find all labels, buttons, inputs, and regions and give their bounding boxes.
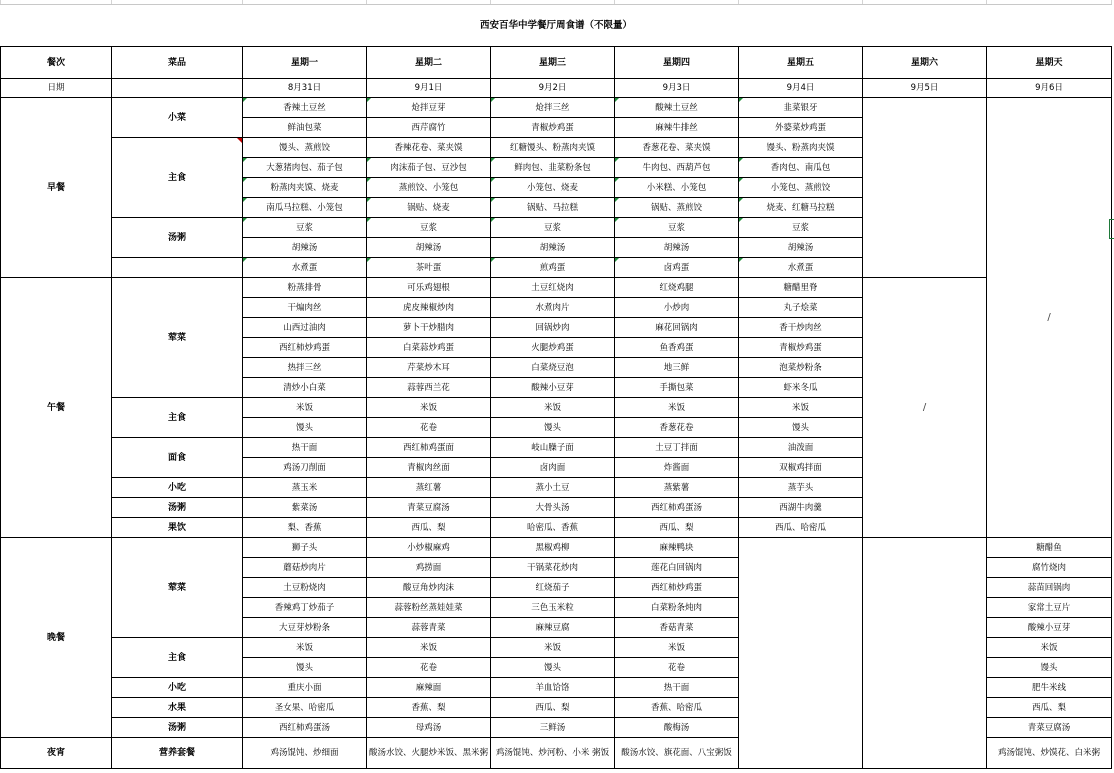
category-dishes[interactable]: 荤菜 <box>112 538 243 638</box>
menu-cell[interactable]: 母鸡汤 <box>367 718 491 738</box>
menu-cell[interactable]: 胡辣汤 <box>367 238 491 258</box>
menu-cell[interactable]: 大葱猪肉包、茄子包 <box>243 158 367 178</box>
meal-dinner[interactable]: 晚餐 <box>1 538 112 738</box>
friday-empty-dinner[interactable] <box>739 538 863 769</box>
menu-cell[interactable]: 腐竹烧肉 <box>987 558 1112 578</box>
menu-cell[interactable]: 青椒炒鸡蛋 <box>491 118 615 138</box>
menu-cell[interactable]: 卤肉面 <box>491 458 615 478</box>
menu-cell[interactable]: 香辣鸡丁炒茄子 <box>243 598 367 618</box>
menu-cell[interactable]: 土豆丁拌面 <box>615 438 739 458</box>
menu-cell[interactable]: 红烧鸡腿 <box>615 278 739 298</box>
menu-cell[interactable]: 麻花回锅肉 <box>615 318 739 338</box>
menu-cell[interactable]: 鲜肉包、韭菜粉条包 <box>491 158 615 178</box>
category-dishes[interactable]: 荤菜 <box>112 278 243 398</box>
table-row <box>1 98 1112 118</box>
menu-cell[interactable]: 西红柿炒鸡蛋 <box>615 578 739 598</box>
menu-cell[interactable]: 香干炒肉丝 <box>739 318 863 338</box>
category-staple[interactable]: 主食 <box>112 138 243 218</box>
header-dish[interactable]: 菜品 <box>112 47 243 79</box>
menu-cell[interactable]: 米饭 <box>243 398 367 418</box>
menu-cell[interactable]: 水煮蛋 <box>739 258 863 278</box>
cell[interactable] <box>112 79 243 98</box>
category-staple[interactable]: 主食 <box>112 398 243 438</box>
menu-cell[interactable]: 馒头 <box>739 418 863 438</box>
meal-breakfast[interactable]: 早餐 <box>1 98 112 278</box>
menu-cell[interactable]: 蒜蓉西兰花 <box>367 378 491 398</box>
menu-cell[interactable]: 炝拌豆芽 <box>367 98 491 118</box>
menu-cell[interactable]: 锅贴、烧麦 <box>367 198 491 218</box>
menu-cell[interactable]: 可乐鸡翅根 <box>367 278 491 298</box>
menu-cell[interactable]: 西瓜、梨 <box>491 698 615 718</box>
menu-cell[interactable]: 大骨头汤 <box>491 498 615 518</box>
header-day[interactable]: 星期四 <box>615 47 739 79</box>
slash-mark: / <box>922 401 927 413</box>
menu-cell[interactable]: 蒸红薯 <box>367 478 491 498</box>
menu-cell[interactable]: 鱼香鸡蛋 <box>615 338 739 358</box>
menu-cell[interactable]: 米饭 <box>367 638 491 658</box>
menu-cell[interactable]: 米饭 <box>987 638 1112 658</box>
menu-cell[interactable]: 哈密瓜、香蕉 <box>491 518 615 538</box>
menu-cell[interactable]: 白菜粉条炖肉 <box>615 598 739 618</box>
menu-cell[interactable]: 韭菜银牙 <box>739 98 863 118</box>
category-small-dish[interactable]: 小菜 <box>112 98 243 138</box>
menu-cell[interactable]: 虾米冬瓜 <box>739 378 863 398</box>
saturday-empty-dinner[interactable] <box>863 538 987 769</box>
sunday-empty-breakfast-lunch[interactable] <box>987 98 1112 538</box>
category-soup[interactable]: 汤粥 <box>112 218 243 258</box>
menu-cell[interactable]: 热拌三丝 <box>243 358 367 378</box>
menu-cell[interactable]: 重庆小面 <box>243 678 367 698</box>
menu-cell[interactable]: 馒头、粉蒸肉夹馍 <box>739 138 863 158</box>
menu-cell[interactable]: 家常土豆片 <box>987 598 1112 618</box>
slash-mark: / <box>1047 311 1051 323</box>
menu-cell[interactable]: 鸡汤馄饨、炒馍花、白米粥 <box>987 738 1112 769</box>
category-fruit-drink[interactable]: 果饮 <box>112 518 243 538</box>
date-cell[interactable]: 9月2日 <box>491 79 615 98</box>
menu-cell[interactable]: 黑椒鸡柳 <box>491 538 615 558</box>
menu-cell[interactable]: 香葱花卷、菜夹馍 <box>615 138 739 158</box>
menu-cell[interactable]: 馒头 <box>491 418 615 438</box>
menu-cell[interactable]: 锅贴、蒸煎饺 <box>615 198 739 218</box>
menu-cell[interactable]: 胡辣汤 <box>243 238 367 258</box>
header-day[interactable]: 星期五 <box>739 47 863 79</box>
menu-cell[interactable]: 圣女果、哈密瓜 <box>243 698 367 718</box>
menu-cell[interactable]: 馒头 <box>491 658 615 678</box>
menu-cell[interactable]: 西湖牛肉羹 <box>739 498 863 518</box>
header-day[interactable]: 星期天 <box>987 47 1112 79</box>
menu-cell[interactable]: 肉沫茄子包、豆沙包 <box>367 158 491 178</box>
menu-cell[interactable]: 蘑菇炒肉片 <box>243 558 367 578</box>
header-day[interactable]: 星期三 <box>491 47 615 79</box>
menu-cell[interactable]: 香辣土豆丝 <box>243 98 367 118</box>
menu-cell[interactable]: 青菜豆腐汤 <box>987 718 1112 738</box>
menu-cell[interactable]: 肥牛米线 <box>987 678 1112 698</box>
menu-cell[interactable]: 泡菜炒粉条 <box>739 358 863 378</box>
menu-cell[interactable]: 白菜烧豆泡 <box>491 358 615 378</box>
meal-lunch[interactable]: 午餐 <box>1 278 112 538</box>
menu-cell[interactable]: 大豆芽炒粉条 <box>243 618 367 638</box>
menu-cell[interactable]: 西瓜、梨 <box>367 518 491 538</box>
header-day[interactable]: 星期一 <box>243 47 367 79</box>
page-title[interactable]: 西安百华中学餐厅周食谱（不限量） <box>1 5 1112 47</box>
header-day[interactable]: 星期二 <box>367 47 491 79</box>
menu-cell[interactable]: 狮子头 <box>243 538 367 558</box>
menu-cell[interactable]: 萝卜干炒腊肉 <box>367 318 491 338</box>
menu-cell[interactable]: 蒜蓉粉丝蒸娃娃菜 <box>367 598 491 618</box>
menu-cell[interactable]: 酸汤水饺、火腿炒米饭、黑米粥 <box>367 738 491 769</box>
menu-cell[interactable]: 烧麦、红糖马拉糕 <box>739 198 863 218</box>
date-cell[interactable]: 9月4日 <box>739 79 863 98</box>
menu-cell[interactable]: 胡辣汤 <box>615 238 739 258</box>
menu-cell[interactable]: 土豆粉烧肉 <box>243 578 367 598</box>
menu-cell[interactable]: 热干面 <box>243 438 367 458</box>
menu-cell[interactable]: 水煮蛋 <box>243 258 367 278</box>
cell[interactable] <box>112 258 243 278</box>
menu-cell[interactable]: 米饭 <box>243 638 367 658</box>
saturday-empty-breakfast[interactable] <box>863 98 987 278</box>
cell-selection-indicator <box>1109 219 1114 239</box>
menu-cell[interactable]: 糖醋鱼 <box>987 538 1112 558</box>
menu-cell[interactable]: 胡辣汤 <box>739 238 863 258</box>
menu-cell[interactable]: 花卷 <box>615 658 739 678</box>
menu-cell[interactable]: 白菜蒜炒鸡蛋 <box>367 338 491 358</box>
menu-cell[interactable]: 土豆红烧肉 <box>491 278 615 298</box>
menu-cell[interactable]: 西红柿鸡蛋面 <box>367 438 491 458</box>
menu-cell[interactable]: 油泼面 <box>739 438 863 458</box>
menu-cell[interactable]: 三色玉米粒 <box>491 598 615 618</box>
menu-cell[interactable]: 蒸煎饺、小笼包 <box>367 178 491 198</box>
menu-cell[interactable]: 豆浆 <box>739 218 863 238</box>
menu-cell[interactable]: 胡辣汤 <box>491 238 615 258</box>
menu-cell[interactable]: 西红柿鸡蛋汤 <box>615 498 739 518</box>
menu-cell[interactable]: 小笼包、烧麦 <box>491 178 615 198</box>
menu-cell[interactable]: 干煸肉丝 <box>243 298 367 318</box>
menu-cell[interactable]: 米饭 <box>615 398 739 418</box>
menu-cell[interactable]: 炝拌三丝 <box>491 98 615 118</box>
menu-cell[interactable]: 外婆菜炒鸡蛋 <box>739 118 863 138</box>
menu-cell[interactable]: 西红柿炒鸡蛋 <box>243 338 367 358</box>
menu-cell[interactable]: 蒜苗回锅肉 <box>987 578 1112 598</box>
menu-cell[interactable]: 酸梅汤 <box>615 718 739 738</box>
menu-cell[interactable]: 米饭 <box>367 398 491 418</box>
menu-cell[interactable]: 麻辣面 <box>367 678 491 698</box>
menu-cell[interactable]: 梨、香蕉 <box>243 518 367 538</box>
menu-cell[interactable]: 山西过油肉 <box>243 318 367 338</box>
menu-cell[interactable]: 卤鸡蛋 <box>615 258 739 278</box>
menu-cell[interactable]: 莲花白回锅肉 <box>615 558 739 578</box>
menu-cell[interactable]: 蒸玉米 <box>243 478 367 498</box>
menu-cell[interactable]: 粉蒸肉夹馍、烧麦 <box>243 178 367 198</box>
header-day[interactable]: 星期六 <box>863 47 987 79</box>
menu-cell[interactable]: 炸酱面 <box>615 458 739 478</box>
menu-cell[interactable]: 煎鸡蛋 <box>491 258 615 278</box>
menu-cell[interactable]: 小笼包、蒸煎饺 <box>739 178 863 198</box>
menu-cell[interactable]: 鸡捞面 <box>367 558 491 578</box>
menu-cell[interactable]: 香肉包、南瓜包 <box>739 158 863 178</box>
menu-cell[interactable]: 虎皮辣椒炒肉 <box>367 298 491 318</box>
menu-cell[interactable]: 西瓜、梨 <box>615 518 739 538</box>
date-cell[interactable]: 9月3日 <box>615 79 739 98</box>
menu-cell[interactable]: 三鲜汤 <box>491 718 615 738</box>
menu-cell[interactable]: 牛肉包、西葫芦包 <box>615 158 739 178</box>
menu-cell[interactable]: 羊血饸饹 <box>491 678 615 698</box>
menu-cell[interactable]: 蒸紫薯 <box>615 478 739 498</box>
menu-cell[interactable]: 馒头、蒸煎饺 <box>243 138 367 158</box>
menu-cell[interactable]: 馒头 <box>987 658 1112 678</box>
menu-cell[interactable]: 岐山臊子面 <box>491 438 615 458</box>
category-snack[interactable]: 小吃 <box>112 678 243 698</box>
menu-cell[interactable]: 蒸小土豆 <box>491 478 615 498</box>
category-fruit[interactable]: 水果 <box>112 698 243 718</box>
table-row <box>1 538 1112 558</box>
menu-cell[interactable]: 酸辣土豆丝 <box>615 98 739 118</box>
menu-cell[interactable]: 芹菜炒木耳 <box>367 358 491 378</box>
menu-cell[interactable]: 糖醋里脊 <box>739 278 863 298</box>
menu-cell[interactable]: 西瓜、哈密瓜 <box>739 518 863 538</box>
menu-cell[interactable]: 香葱花卷 <box>615 418 739 438</box>
menu-cell[interactable]: 米饭 <box>491 398 615 418</box>
menu-cell[interactable]: 西芹腐竹 <box>367 118 491 138</box>
menu-cell[interactable]: 豆浆 <box>491 218 615 238</box>
menu-cell[interactable]: 青菜豆腐汤 <box>367 498 491 518</box>
menu-cell[interactable]: 馒头 <box>243 418 367 438</box>
date-cell[interactable]: 8月31日 <box>243 79 367 98</box>
menu-cell[interactable]: 南瓜马拉糕、小笼包 <box>243 198 367 218</box>
menu-cell[interactable]: 酸汤水饺、旗花面、八宝粥饭 <box>615 738 739 769</box>
menu-cell[interactable]: 豆浆 <box>367 218 491 238</box>
menu-cell[interactable]: 米饭 <box>739 398 863 418</box>
menu-cell[interactable]: 香蕉、哈密瓜 <box>615 698 739 718</box>
date-label[interactable]: 日期 <box>1 79 112 98</box>
menu-cell[interactable]: 茶叶蛋 <box>367 258 491 278</box>
menu-cell[interactable]: 双椒鸡拌面 <box>739 458 863 478</box>
menu-cell[interactable]: 手撕包菜 <box>615 378 739 398</box>
menu-cell[interactable]: 青椒肉丝面 <box>367 458 491 478</box>
menu-cell[interactable]: 小米糕、小笼包 <box>615 178 739 198</box>
menu-cell[interactable]: 馒头 <box>243 658 367 678</box>
header-row <box>1 47 1112 79</box>
menu-cell[interactable]: 米饭 <box>491 638 615 658</box>
menu-cell[interactable]: 香辣花卷、菜夹馍 <box>367 138 491 158</box>
title-row <box>1 5 1112 47</box>
date-cell[interactable]: 9月1日 <box>367 79 491 98</box>
menu-cell[interactable]: 蒜蓉青菜 <box>367 618 491 638</box>
menu-cell[interactable]: 鸡汤刀削面 <box>243 458 367 478</box>
menu-cell[interactable]: 西瓜、梨 <box>987 698 1112 718</box>
menu-cell[interactable]: 锅贴、马拉糕 <box>491 198 615 218</box>
header-meal[interactable]: 餐次 <box>1 47 112 79</box>
menu-cell[interactable]: 豆浆 <box>243 218 367 238</box>
menu-cell[interactable]: 清炒小白菜 <box>243 378 367 398</box>
category-soup[interactable]: 汤粥 <box>112 498 243 518</box>
menu-cell[interactable]: 米饭 <box>615 638 739 658</box>
saturday-empty-lunch[interactable] <box>863 278 987 538</box>
menu-cell[interactable]: 西红柿鸡蛋汤 <box>243 718 367 738</box>
menu-cell[interactable]: 麻辣豆腐 <box>491 618 615 638</box>
category-snack[interactable]: 小吃 <box>112 478 243 498</box>
menu-cell[interactable]: 鸡汤馄饨、炒河粉、小米 粥饭 <box>491 738 615 769</box>
menu-cell[interactable]: 红糖馒头、粉蒸肉夹馍 <box>491 138 615 158</box>
menu-cell[interactable]: 青椒炒鸡蛋 <box>739 338 863 358</box>
menu-cell[interactable]: 香蕉、梨 <box>367 698 491 718</box>
table-row <box>1 278 1112 298</box>
menu-cell[interactable]: 干锅菜花炒肉 <box>491 558 615 578</box>
meal-late[interactable]: 夜宵 <box>1 738 112 769</box>
category-noodles[interactable]: 面食 <box>112 438 243 478</box>
menu-cell[interactable]: 香菇青菜 <box>615 618 739 638</box>
menu-cell[interactable]: 鲜油包菜 <box>243 118 367 138</box>
menu-cell[interactable]: 热干面 <box>615 678 739 698</box>
date-cell[interactable]: 9月5日 <box>863 79 987 98</box>
category-late-set[interactable]: 营养套餐 <box>112 738 243 769</box>
menu-cell[interactable]: 花卷 <box>367 418 491 438</box>
menu-cell[interactable]: 豆浆 <box>615 218 739 238</box>
menu-cell[interactable]: 麻辣牛排丝 <box>615 118 739 138</box>
menu-cell[interactable]: 回锅炒肉 <box>491 318 615 338</box>
date-row <box>1 79 1112 98</box>
menu-cell[interactable]: 火腿炒鸡蛋 <box>491 338 615 358</box>
menu-cell[interactable]: 鸡汤馄饨、炒细面 <box>243 738 367 769</box>
menu-cell[interactable]: 小炒椒麻鸡 <box>367 538 491 558</box>
menu-cell[interactable]: 粉蒸排骨 <box>243 278 367 298</box>
menu-cell[interactable]: 花卷 <box>367 658 491 678</box>
menu-cell[interactable]: 酸豆角炒肉沫 <box>367 578 491 598</box>
menu-cell[interactable]: 酸辣小豆芽 <box>491 378 615 398</box>
menu-cell[interactable]: 水煮肉片 <box>491 298 615 318</box>
menu-cell[interactable]: 地三鲜 <box>615 358 739 378</box>
menu-cell[interactable]: 麻辣鸭块 <box>615 538 739 558</box>
menu-cell[interactable]: 丸子烩菜 <box>739 298 863 318</box>
menu-cell[interactable]: 小炒肉 <box>615 298 739 318</box>
menu-cell[interactable]: 紫菜汤 <box>243 498 367 518</box>
date-cell[interactable]: 9月6日 <box>987 79 1112 98</box>
category-staple[interactable]: 主食 <box>112 638 243 678</box>
category-soup[interactable]: 汤粥 <box>112 718 243 738</box>
menu-cell[interactable]: 酸辣小豆芽 <box>987 618 1112 638</box>
menu-cell[interactable]: 红烧茄子 <box>491 578 615 598</box>
menu-cell[interactable]: 蒸芋头 <box>739 478 863 498</box>
